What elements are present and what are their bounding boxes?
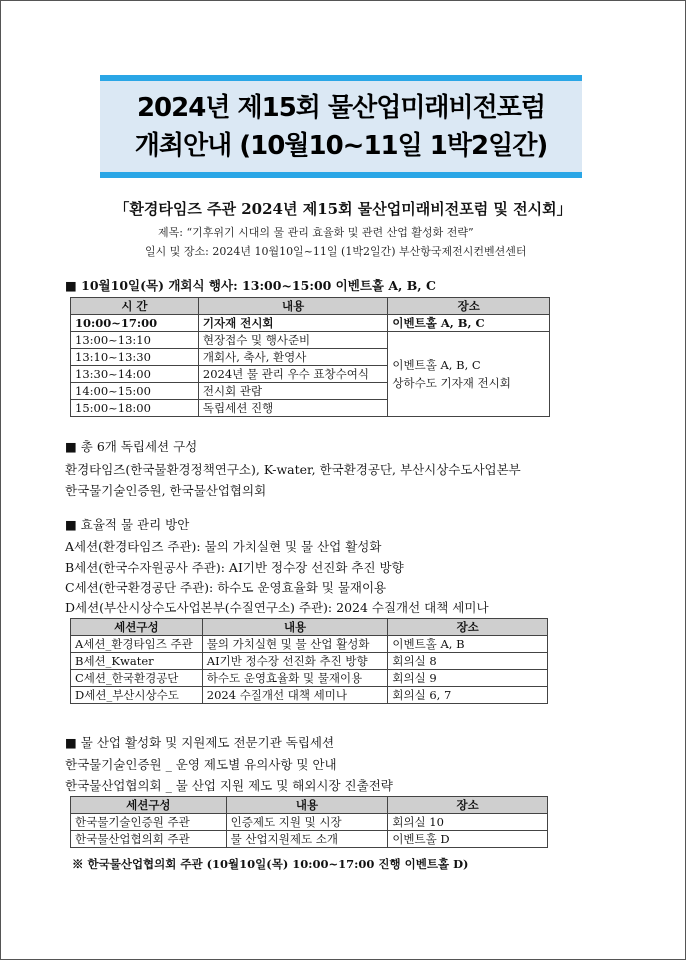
table-row — [71, 670, 548, 687]
table-row — [71, 636, 548, 653]
table-row — [71, 315, 550, 332]
section3-title: ■ 효율적 물 관리 방안 — [65, 517, 190, 532]
table-row — [71, 332, 550, 349]
banner-title-line1: 2024년 제15회 물산업미래비전포럼 — [136, 93, 546, 123]
cell-content: 현장접수 및 행사준비 — [198, 332, 388, 349]
section1-title: ■ 10월10일(목) 개회식 행사: 13:00~15:00 이벤트홀 A, B, C — [65, 278, 436, 293]
cell-content: 기자재 전시회 — [198, 315, 388, 332]
footnote: ※ 한국물산업협의회 주관 (10월10일(목) 10:00~17:00 진행 이벤트홀 D) — [72, 857, 469, 871]
header-place: 장소 — [388, 797, 548, 814]
cell-content: 전시회 관람 — [198, 383, 388, 400]
cell-place: 회의실 10 — [388, 814, 548, 831]
cell-place: 회의실 8 — [388, 653, 548, 670]
session-line-c: C세션(한국환경공단 주관): 하수도 운영효율화 및 물재이용 — [65, 580, 387, 595]
cell-content: 개회사, 축사, 환영사 — [198, 349, 388, 366]
section4-line1: 한국물기술인증원 _ 운영 제도별 유의사항 및 안내 — [65, 757, 337, 772]
cell-time: 13:10~13:30 — [71, 349, 199, 366]
cell-place: 회의실 6, 7 — [388, 687, 548, 704]
cell-content: 하수도 운영효율화 및 물재이용 — [202, 670, 388, 687]
cell-place: 이벤트홀 A, B — [388, 636, 548, 653]
header-place: 장소 — [388, 619, 548, 636]
header-session: 세션구성 — [71, 619, 203, 636]
header-content: 내용 — [226, 797, 388, 814]
cell-place-merged — [388, 332, 550, 417]
cell-session: 한국물기술인증원 주관 — [71, 814, 227, 831]
cell-session: D세션_부산시상수도 — [71, 687, 203, 704]
section4-line2: 한국물산업협의회 _ 물 산업 지원 제도 및 해외시장 진출전략 — [65, 778, 393, 793]
header-content: 내용 — [202, 619, 388, 636]
table-header-row — [71, 619, 548, 636]
cell-content: 인증제도 지원 및 시장 — [226, 814, 388, 831]
table-header-row — [71, 797, 548, 814]
cell-time: 10:00~17:00 — [71, 315, 199, 332]
theme-line: 제목: “기후위기 시대의 물 관리 효율화 및 관련 산업 활성화 전략” — [158, 226, 474, 239]
cell-session: A세션_환경타임즈 주관 — [71, 636, 203, 653]
section4-title: ■ 물 산업 활성화 및 지원제도 전문기관 독립세션 — [65, 735, 335, 750]
opening-schedule-table — [70, 297, 550, 417]
table-row — [71, 687, 548, 704]
table-header-row — [71, 298, 550, 315]
merged-place-line1: 이벤트홀 A, B, C — [392, 358, 481, 372]
cell-content: 물 산업지원제도 소개 — [226, 831, 388, 848]
cell-session: 한국물산업협의회 주관 — [71, 831, 227, 848]
header-session: 세션구성 — [71, 797, 227, 814]
session-line-b: B세션(한국수자원공사 주관): AI기반 정수장 선진화 추진 방향 — [65, 560, 404, 575]
merged-place-line2: 상하수도 기자재 전시회 — [392, 376, 511, 390]
cell-place: 이벤트홀 A, B, C — [388, 315, 550, 332]
subtitle: 「환경타임즈 주관 2024년 제15회 물산업미래비전포럼 및 전시회」 — [114, 200, 572, 218]
cell-content: 독립세션 진행 — [198, 400, 388, 417]
schedule-place-line: 일시 및 장소: 2024년 10월10일~11일 (1박2일간) 부산항국제전시컨벤션센터 — [145, 245, 527, 258]
section2-title: ■ 총 6개 독립세션 구성 — [65, 439, 198, 454]
banner-stripe-bottom — [100, 172, 582, 178]
cell-session: B세션_Kwater — [71, 653, 203, 670]
cell-time: 13:00~13:10 — [71, 332, 199, 349]
header-content: 내용 — [198, 298, 388, 315]
cell-time: 13:30~14:00 — [71, 366, 199, 383]
agency-session-table — [70, 796, 548, 848]
cell-content: 물의 가치실현 및 물 산업 활성화 — [202, 636, 388, 653]
session-line-a: A세션(환경타임즈 주관): 물의 가치실현 및 물 산업 활성화 — [65, 539, 382, 554]
session-table — [70, 618, 548, 704]
cell-content: 2024 수질개선 대책 세미나 — [202, 687, 388, 704]
cell-place: 이벤트홀 D — [388, 831, 548, 848]
section2-line2: 한국물기술인증원, 한국물산업협의회 — [65, 483, 267, 498]
cell-session: C세션_한국환경공단 — [71, 670, 203, 687]
cell-content: 2024년 물 관리 우수 표창수여식 — [198, 366, 388, 383]
session-line-d: D세션(부산시상수도사업본부(수질연구소) 주관): 2024 수질개선 대책 세미나 — [65, 600, 489, 615]
table-row — [71, 653, 548, 670]
table-row — [71, 814, 548, 831]
title-banner — [100, 81, 582, 172]
table-row — [71, 831, 548, 848]
header-time: 시 간 — [71, 298, 199, 315]
cell-time: 15:00~18:00 — [71, 400, 199, 417]
cell-time: 14:00~15:00 — [71, 383, 199, 400]
cell-place: 회의실 9 — [388, 670, 548, 687]
header-place: 장소 — [388, 298, 550, 315]
section2-line1: 환경타임즈(한국물환경정책연구소), K-water, 한국환경공단, 부산시상수도사업본부 — [65, 462, 521, 477]
banner-title-line2: 개최안내 (10월10~11일 1박2일간) — [134, 131, 548, 161]
cell-content: AI기반 정수장 선진화 추진 방향 — [202, 653, 388, 670]
